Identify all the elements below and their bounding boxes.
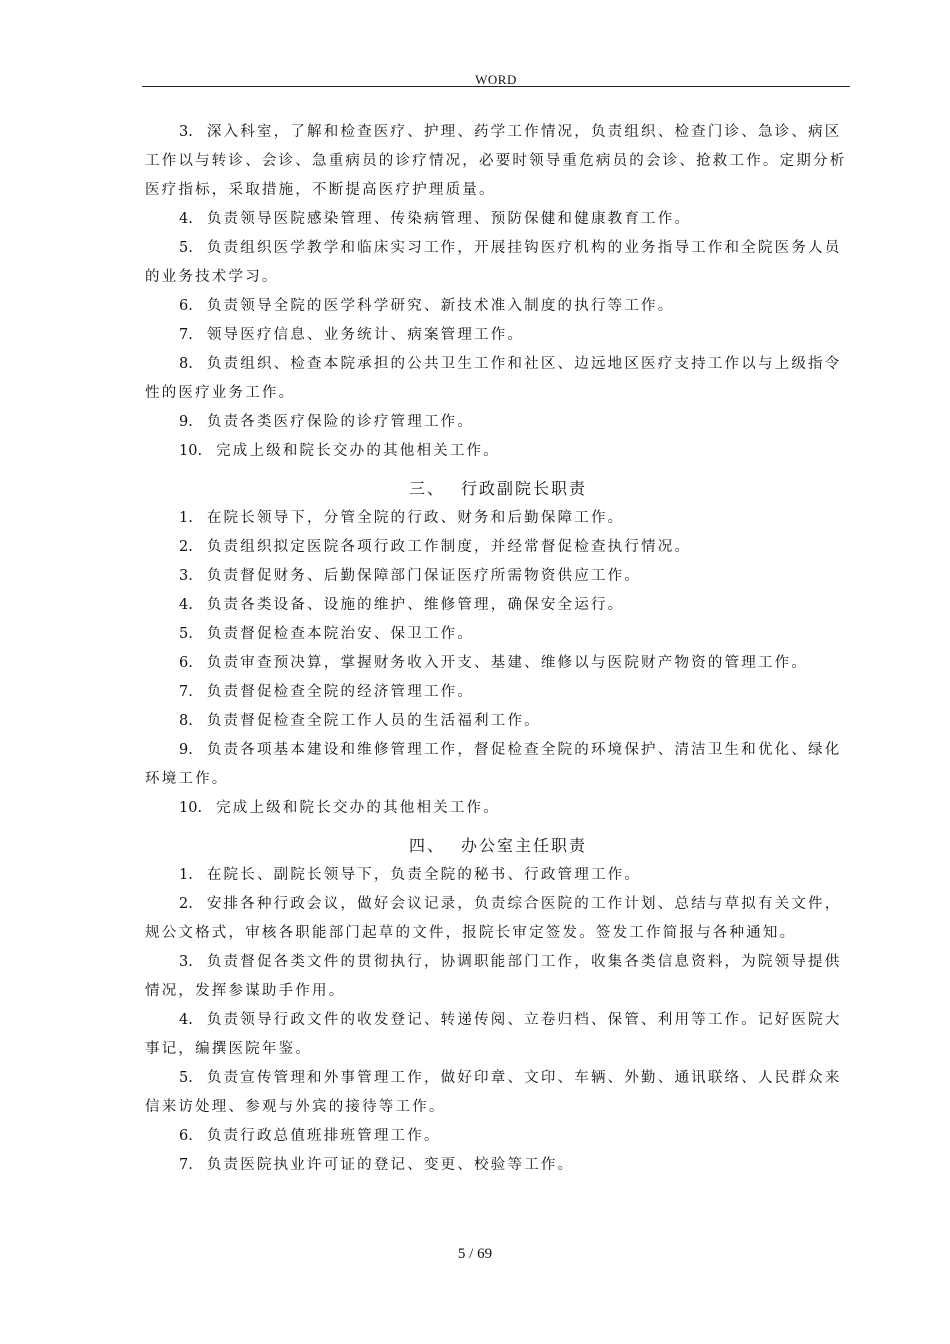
duty-item-text: 完成上级和院长交办的其他相关工作。 <box>216 443 500 459</box>
duty-item <box>145 649 851 678</box>
duty-item <box>145 678 851 707</box>
section-heading-number: 四、 <box>408 836 445 855</box>
duty-item-number: 8. <box>179 356 193 372</box>
section-heading <box>145 474 851 504</box>
duty-item-text: 负责督促检查全院的经济管理工作。 <box>206 684 475 700</box>
duty-item <box>145 1151 851 1180</box>
page-header: WORD <box>475 72 517 87</box>
duty-item-text: 负责行政总值班排班管理工作。 <box>206 1128 441 1144</box>
duty-item-text: 负责督促各类文件的贯彻执行，协调职能部门工作，收集各类信息资料，为院领导提供情况，发挥参谋助手作用。 <box>145 954 842 999</box>
duty-item-number: 3. <box>179 954 193 970</box>
duty-item-number: 3. <box>179 124 193 140</box>
duty-item <box>145 861 851 890</box>
duty-item <box>145 205 851 234</box>
duty-item <box>145 562 851 591</box>
duty-item-number: 4. <box>179 1012 193 1028</box>
duty-item <box>145 437 851 466</box>
duty-item-text: 领导医疗信息、业务统计、病案管理工作。 <box>206 327 525 343</box>
duty-item-text: 负责领导全院的医学科学研究、新技术准入制度的执行等工作。 <box>206 298 675 314</box>
duty-item-text: 负责宣传管理和外事管理工作，做好印章、文印、车辆、外勤、通讯联络、人民群众来信来访处理、参观与外宾的接待等工作。 <box>145 1070 842 1115</box>
duty-item-number: 6. <box>179 1128 193 1144</box>
duty-item-number: 9. <box>179 742 193 758</box>
duty-item-number: 10. <box>179 800 203 816</box>
section-heading-title: 办公室主任职责 <box>461 836 588 855</box>
duty-item-text: 负责督促检查全院工作人员的生活福利工作。 <box>206 713 541 729</box>
duty-item-number: 4. <box>179 211 193 227</box>
duty-item <box>145 948 851 1006</box>
duty-item <box>145 620 851 649</box>
duty-item <box>145 321 851 350</box>
duty-item <box>145 350 851 408</box>
duty-item <box>145 1064 851 1122</box>
duty-item-number: 6. <box>179 655 193 671</box>
header-divider <box>142 86 850 87</box>
duty-item-number: 3. <box>179 568 193 584</box>
duty-item-text: 负责各类设备、设施的维护、维修管理，确保安全运行。 <box>206 597 625 613</box>
duty-item-number: 2. <box>179 539 193 555</box>
duty-item-number: 9. <box>179 414 193 430</box>
duty-item-number: 10. <box>179 443 203 459</box>
section-heading-title: 行政副院长职责 <box>461 479 588 498</box>
duty-item-number: 4. <box>179 597 193 613</box>
duty-item-number: 7. <box>179 1157 193 1173</box>
section-heading <box>145 831 851 861</box>
duty-item-number: 8. <box>179 713 193 729</box>
duty-item-text: 负责审查预决算，掌握财务收入开支、基建、维修以与医院财产物资的管理工作。 <box>206 655 809 671</box>
duty-item-number: 1. <box>179 867 193 883</box>
duty-item <box>145 292 851 321</box>
duty-item-number: 6. <box>179 298 193 314</box>
duty-item-number: 7. <box>179 327 193 343</box>
duty-item <box>145 591 851 620</box>
section-heading-number: 三、 <box>408 479 445 498</box>
duty-item-text: 负责督促财务、后勤保障部门保证医疗所需物资供应工作。 <box>206 568 642 584</box>
duty-item <box>145 707 851 736</box>
duty-item <box>145 234 851 292</box>
duty-item-number: 7. <box>179 684 193 700</box>
duty-item-text: 深入科室，了解和检查医疗、护理、药学工作情况，负责组织、检查门诊、急诊、病区工作以与转诊、会诊、急重病员的诊疗情况，必要时领导重危病员的会诊、抢救工作。定期分析医疗指标，采取措施，不断提高医疗护理质量。 <box>145 124 847 198</box>
duty-item-text: 负责各类医疗保险的诊疗管理工作。 <box>206 414 475 430</box>
duty-item <box>145 890 851 948</box>
duty-item-number: 5. <box>179 240 193 256</box>
duty-item-number: 1. <box>179 510 193 526</box>
duty-item <box>145 504 851 533</box>
duty-item-text: 安排各种行政会议，做好会议记录，负责综合医院的工作计划、总结与草拟有关文件，规公文格式，审核各职能部门起草的文件，报院长审定签发。签发工作简报与各种通知。 <box>145 896 842 941</box>
duty-item-text: 负责组织、检查本院承担的公共卫生工作和社区、边远地区医疗支持工作以与上级指令性的医疗业务工作。 <box>145 356 842 401</box>
duty-item-text: 负责组织拟定医院各项行政工作制度，并经常督促检查执行情况。 <box>206 539 692 555</box>
duty-item-text: 负责领导医院感染管理、传染病管理、预防保健和健康教育工作。 <box>206 211 692 227</box>
duty-item-text: 负责各项基本建设和维修管理工作，督促检查全院的环境保护、清洁卫生和优化、绿化环境工作。 <box>145 742 842 787</box>
duty-item-text: 负责督促检查本院治安、保卫工作。 <box>206 626 475 642</box>
duty-item-text: 完成上级和院长交办的其他相关工作。 <box>216 800 500 816</box>
duty-item-number: 2. <box>179 896 193 912</box>
duty-item-number: 5. <box>179 626 193 642</box>
duty-item <box>145 118 851 205</box>
duty-item-text: 负责领导行政文件的收发登记、转递传阅、立卷归档、保管、利用等工作。记好医院大事记，编撰医院年鉴。 <box>145 1012 842 1057</box>
duty-item <box>145 736 851 794</box>
duty-item <box>145 1122 851 1151</box>
duty-item <box>145 1006 851 1064</box>
duty-item-text: 负责组织医学教学和临床实习工作，开展挂钩医疗机构的业务指导工作和全院医务人员的业务技术学习。 <box>145 240 842 285</box>
duty-item <box>145 408 851 437</box>
document-body <box>145 118 851 1180</box>
duty-item <box>145 533 851 562</box>
duty-item-text: 在院长领导下，分管全院的行政、财务和后勤保障工作。 <box>206 510 625 526</box>
duty-item-text: 负责医院执业许可证的登记、变更、校验等工作。 <box>206 1157 575 1173</box>
page-number: 5 / 69 <box>457 1246 493 1262</box>
duty-item <box>145 794 851 823</box>
duty-item-text: 在院长、副院长领导下，负责全院的秘书、行政管理工作。 <box>206 867 642 883</box>
duty-item-number: 5. <box>179 1070 193 1086</box>
